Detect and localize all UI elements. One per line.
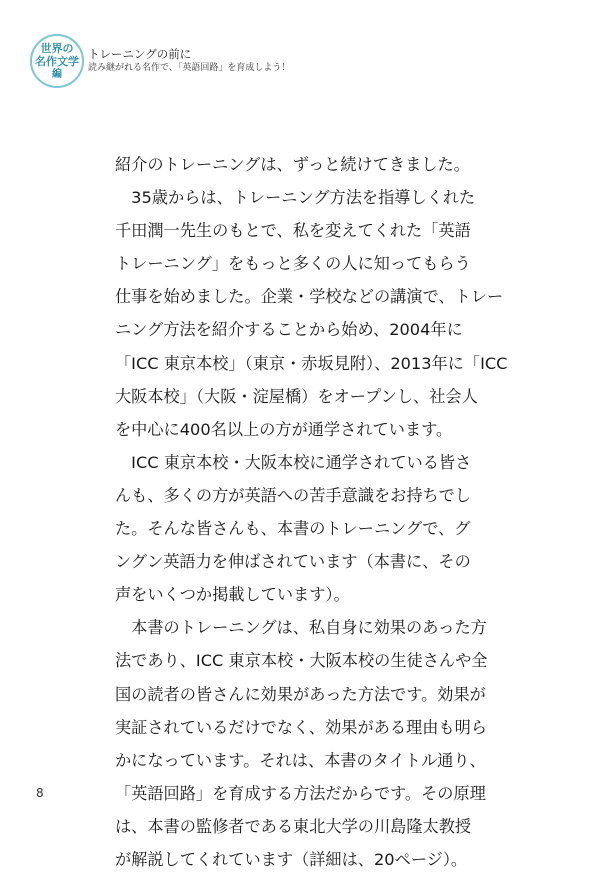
text-line: が解説してくれています（詳細は、20ページ）。	[115, 849, 468, 869]
badge-line-2: 名作文学	[35, 55, 79, 68]
chapter-title: トレーニングの前に	[88, 47, 192, 61]
text-line: 「ICC 東京本校」（東京・赤坂見附）、2013年に「ICC	[115, 353, 508, 373]
text-line: んも、多くの方が英語への苦手意識をお持ちでし	[115, 485, 471, 505]
text-line: 紹介のトレーニングは、ずっと続けてきました。	[115, 155, 470, 174]
text-line: 国の読者の皆さんに効果があった方法です。効果が	[115, 684, 486, 704]
text-line: 法であり、ICC 東京本校・大阪本校の生徒さんや全	[115, 651, 488, 671]
page-number: 8	[36, 786, 44, 800]
text-line: 仕事を始めました。企業・学校などの講演で、トレー	[115, 287, 504, 307]
text-line: ングン英語力を伸ばされています（本書に、その	[115, 552, 471, 572]
text-line: 千田潤一先生のもとで、私を変えてくれた「英語	[115, 221, 471, 241]
chapter-header	[30, 34, 430, 94]
text-line: 本書のトレーニングは、私自身に効果のあった方	[115, 618, 487, 638]
chapter-subtitle: 読み継がれる名作で、「英語回路」を育成しよう！	[88, 63, 291, 73]
text-line: トレーニング」をもっと多くの人に知ってもらう	[115, 254, 471, 274]
text-line: た。そんな皆さんも、本書のトレーニングで、グ	[115, 519, 471, 539]
badge-line-1: 世界の	[40, 42, 74, 55]
series-badge	[30, 34, 84, 88]
header-text	[88, 47, 290, 74]
text-line: 大阪本校」（大阪・淀屋橋）をオープンし、社会人	[115, 386, 478, 406]
text-line: を中心に400名以上の方が通学されています。	[115, 419, 453, 439]
text-line: 声をいくつか掲載しています）。	[115, 585, 350, 605]
text-line: 「英語回路」を育成する方法だからです。その原理	[115, 783, 486, 803]
text-line: ICC 東京本校・大阪本校に通学されている皆さ	[115, 452, 472, 472]
text-line: ニング方法を紹介することから始め、2004年に	[115, 320, 463, 340]
badge-line-3: 編	[52, 69, 62, 80]
text-line: 実証されているだけでなく、効果がある理由も明ら	[115, 717, 487, 737]
text-line: 35歳からは、トレーニング方法を指導しくれた	[115, 188, 476, 208]
body-text	[115, 148, 508, 876]
text-line: は、本書の監修者である東北大学の川島隆太教授	[115, 816, 472, 836]
text-line: かになっています。それは、本書のタイトル通り、	[115, 750, 486, 770]
